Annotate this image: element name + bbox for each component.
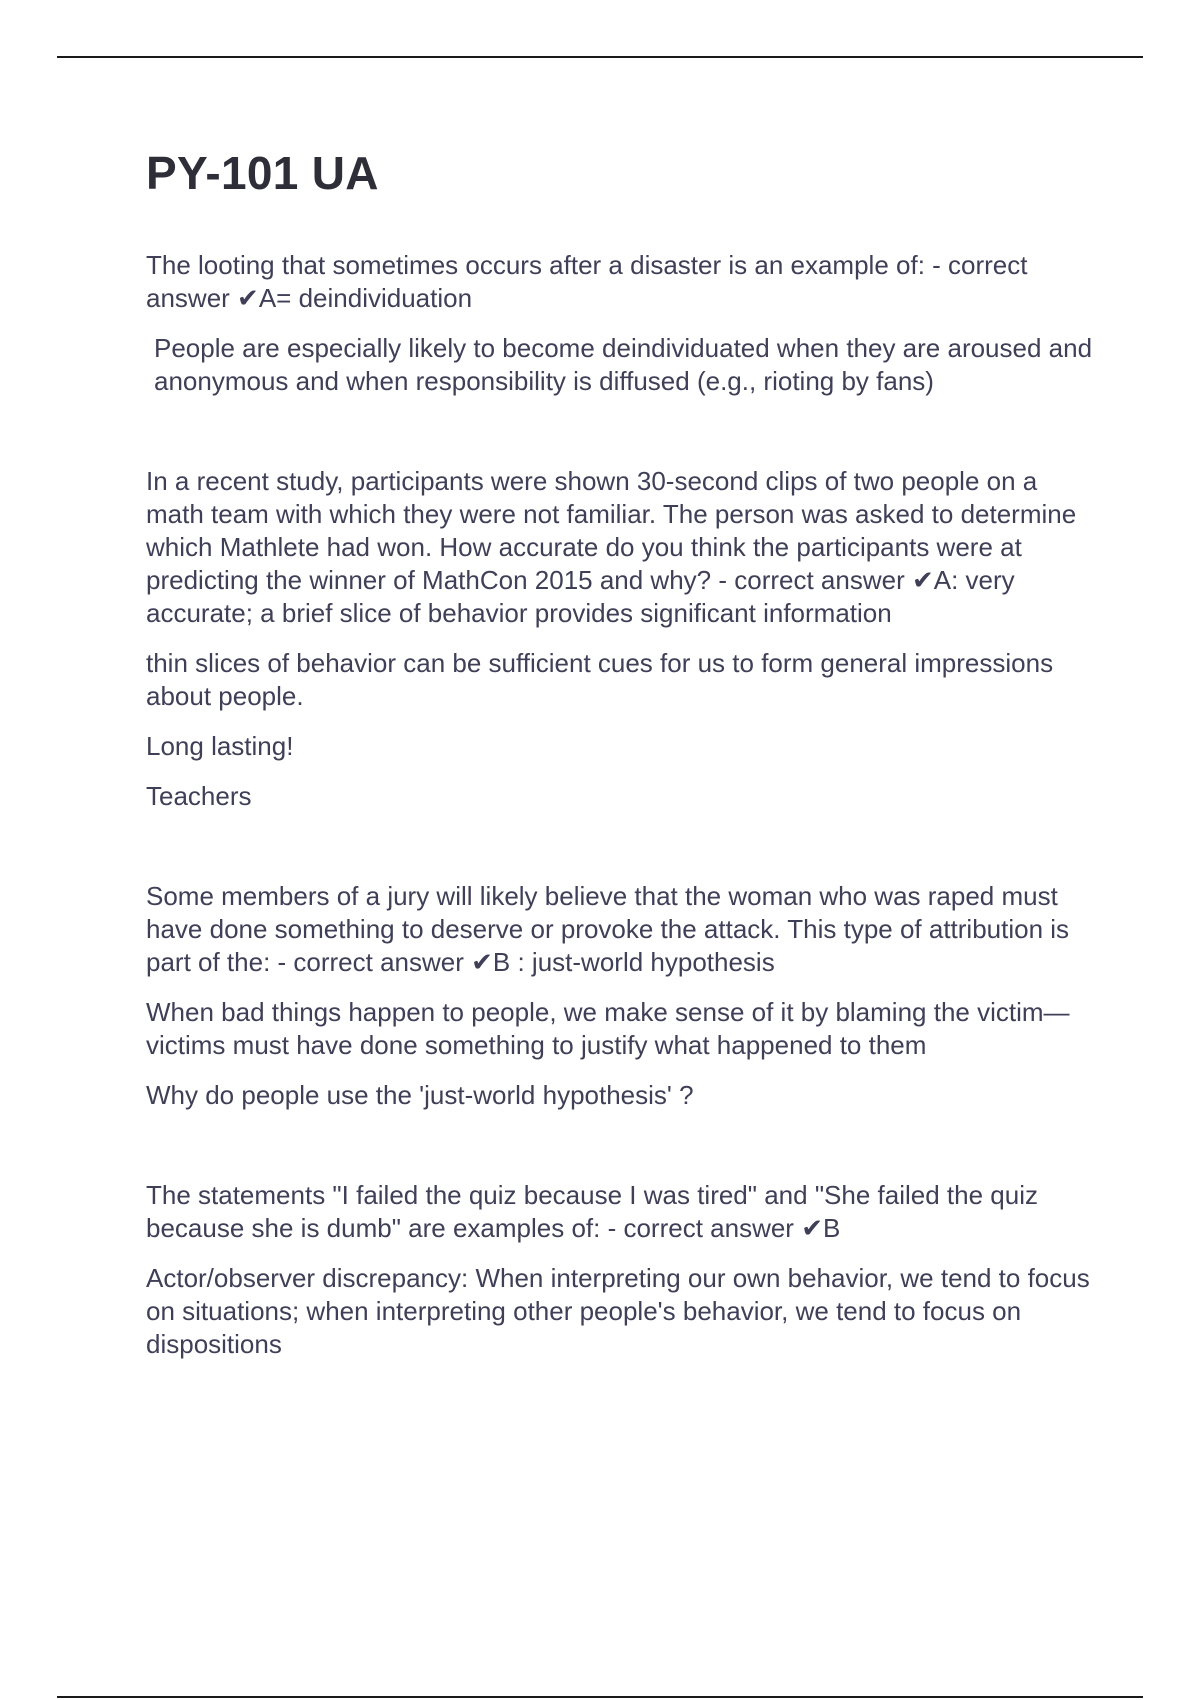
bottom-rule xyxy=(57,1696,1143,1698)
question-text: In a recent study, participants were shown 30-second clips of two people on a math team with which they were not familiar. The person was asked to determine which Mathlete had won. How accurate do you think the participants were at predicting the winner of MathCon 2015 and why? - correct answer ✔A: very accurate; a brief slice of behavior provides significant information xyxy=(146,466,1077,628)
question-text: The statements "I failed the quiz because I was tired" and "She failed the quiz because she is dumb" are examples of: - correct answer ✔B xyxy=(146,1180,1038,1243)
question-text: The looting that sometimes occurs after a disaster is an example of: - correct answer ✔A= deindividuation xyxy=(146,250,1028,313)
qa-block-3 xyxy=(146,880,1096,1112)
question-text: Some members of a jury will likely believe that the woman who was raped must have done something to deserve or provoke the attack. This type of attribution is part of the: - correct answer ✔B : just-world hypothesis xyxy=(146,881,1070,977)
qa-block-1 xyxy=(146,249,1096,398)
explanation-text: When bad things happen to people, we make sense of it by blaming the victim—victims must have done something to justify what happened to them xyxy=(146,997,1070,1060)
top-rule xyxy=(57,56,1143,58)
explanation-text: People are especially likely to become deindividuated when they are aroused and anonymous and when responsibility is diffused (e.g., rioting by fans) xyxy=(154,333,1093,396)
qa-block-4 xyxy=(146,1179,1096,1361)
document-body xyxy=(146,249,1096,1361)
page-title: PY-101 UA xyxy=(146,147,379,199)
qa-block-2 xyxy=(146,465,1096,813)
note-text: Long lasting! xyxy=(146,731,294,761)
explanation-text: thin slices of behavior can be sufficient cues for us to form general impressions about people. xyxy=(146,648,1054,711)
explanation-text: Actor/observer discrepancy: When interpreting our own behavior, we tend to focus on situations; when interpreting other people's behavior, we tend to focus on dispositions xyxy=(146,1263,1090,1359)
note-text: Teachers xyxy=(146,781,252,811)
note-text: Why do people use the 'just-world hypothesis' ? xyxy=(146,1080,694,1110)
